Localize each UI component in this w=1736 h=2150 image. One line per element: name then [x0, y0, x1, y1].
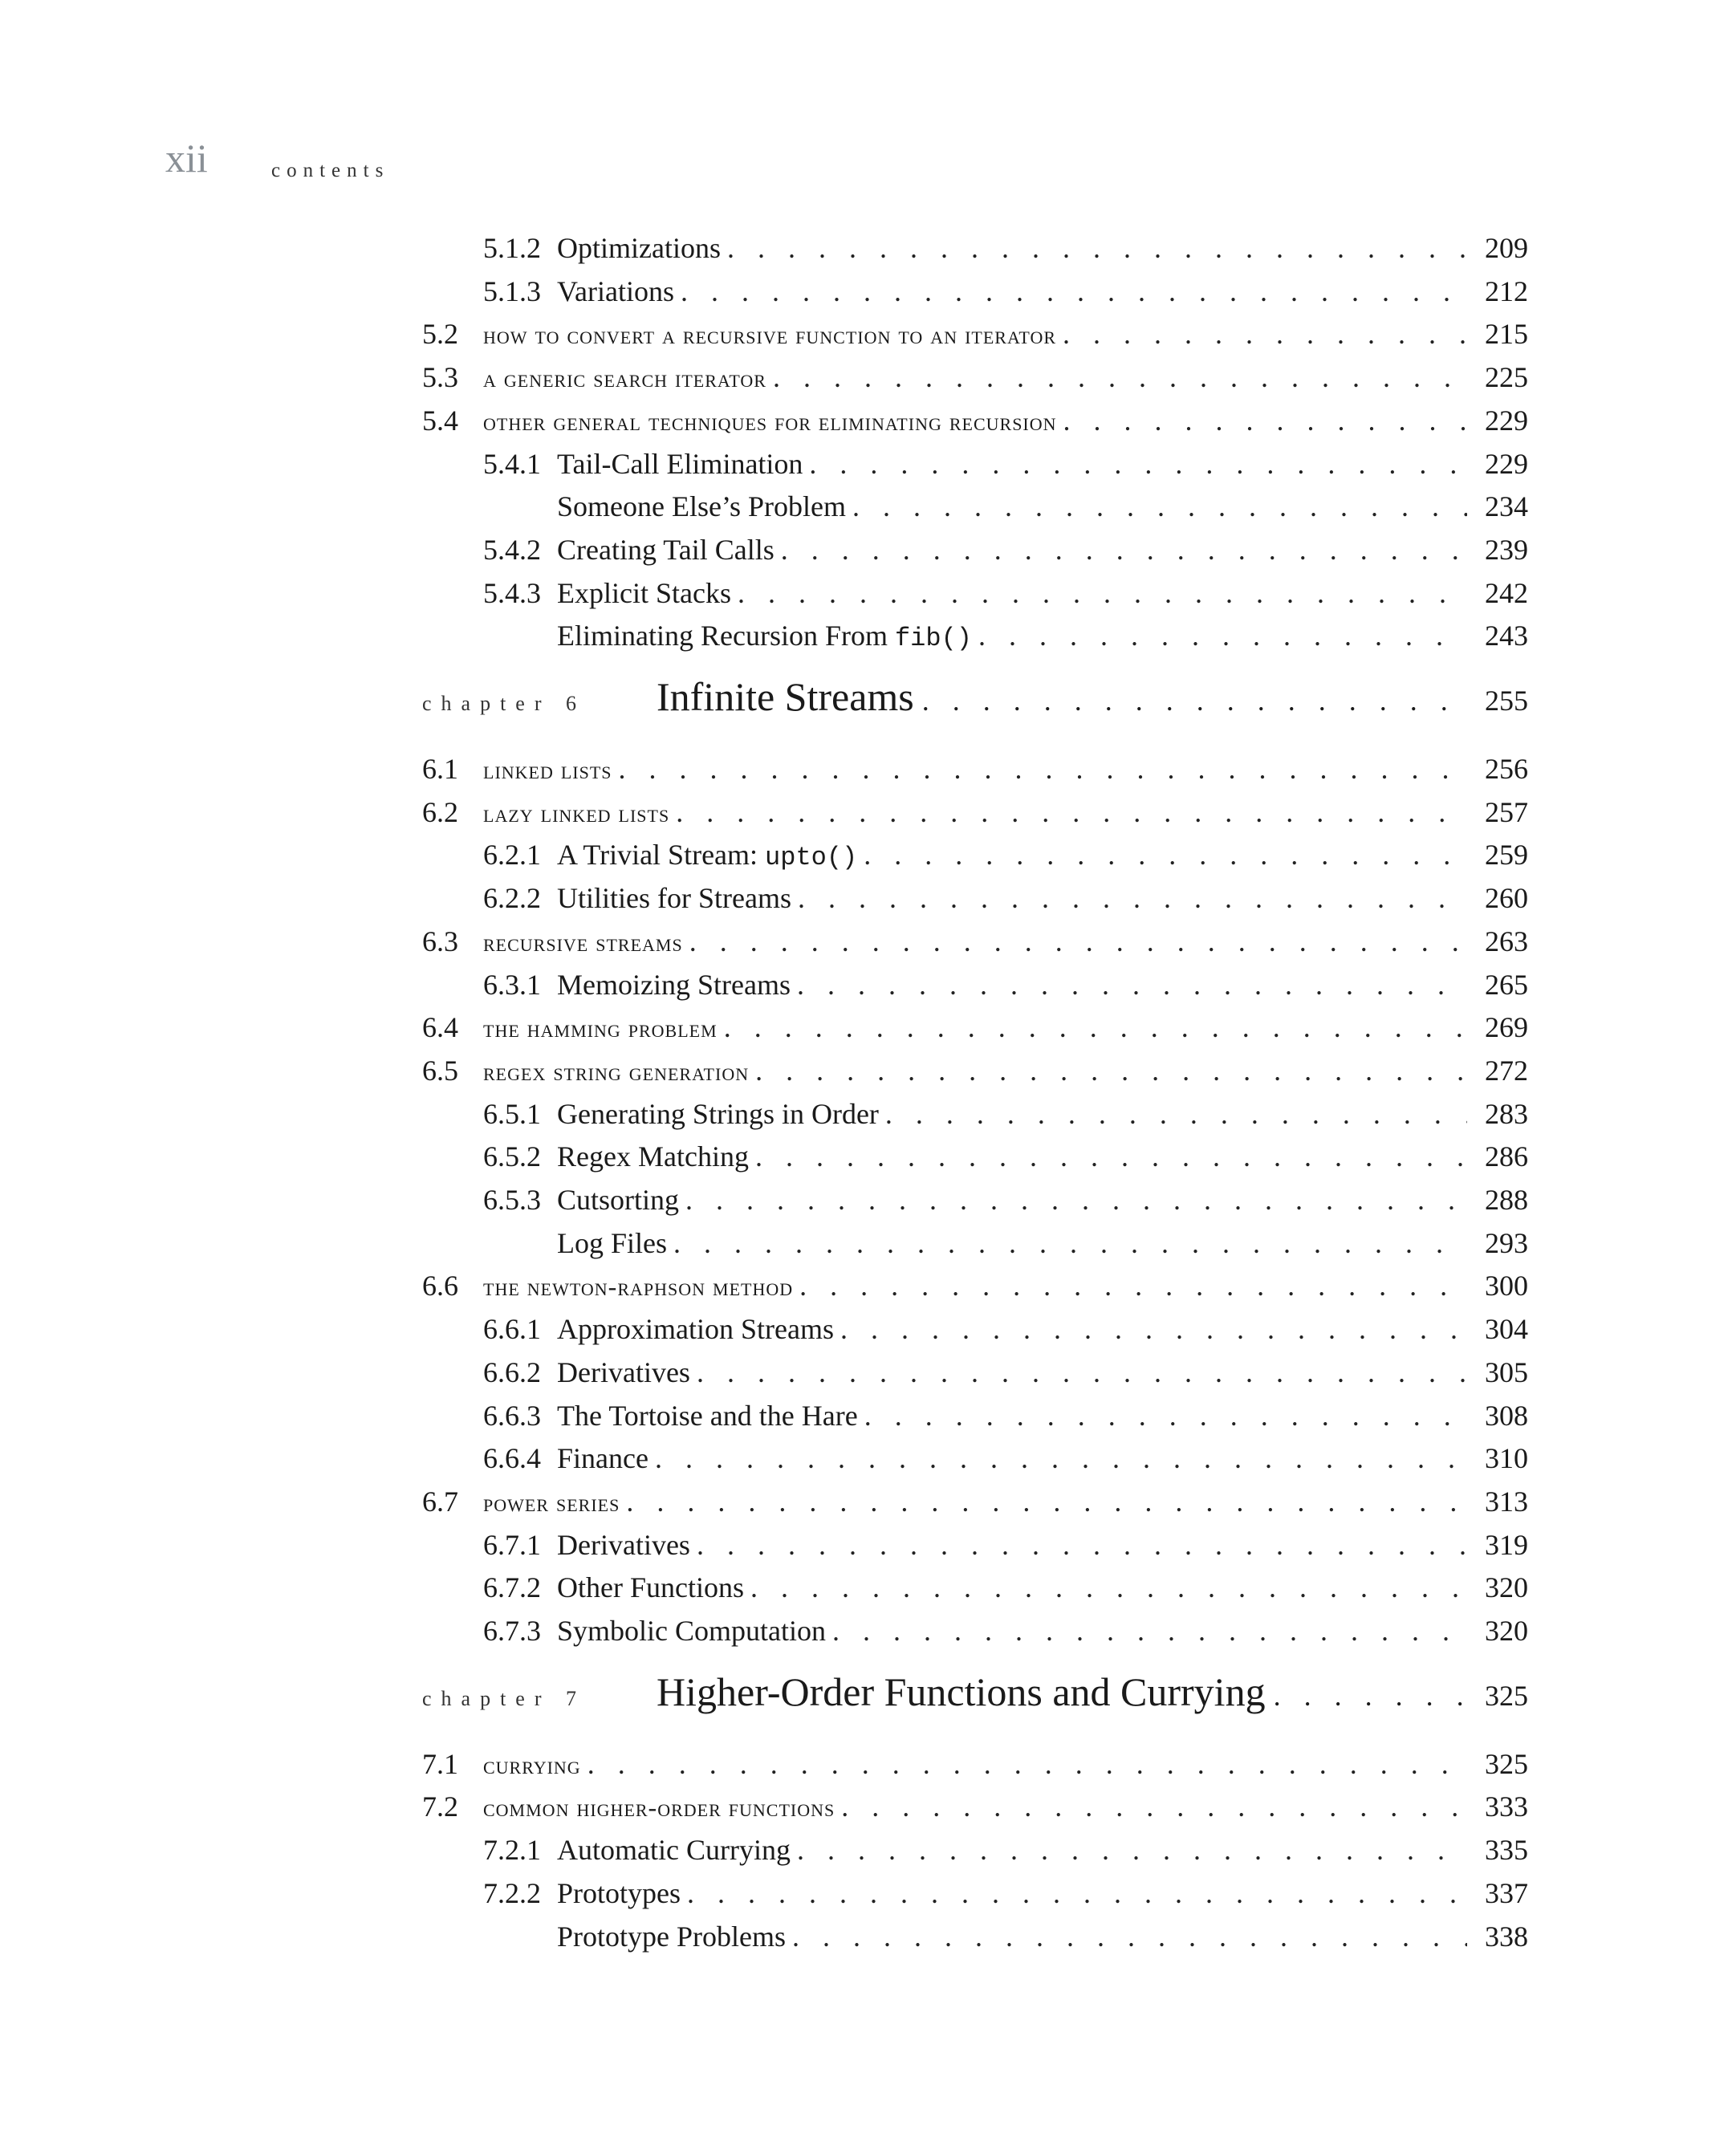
page-ref: 272: [1485, 1054, 1528, 1087]
subsection-entry[interactable]: [422, 528, 1528, 571]
subsection-entry[interactable]: [422, 485, 1528, 528]
entry-number: 6.1: [422, 753, 458, 785]
dot-leader: [655, 1437, 1467, 1480]
entry-title: Other Functions: [557, 1571, 744, 1604]
dot-leader: [885, 1092, 1467, 1136]
entry-number: 6.7: [422, 1485, 458, 1518]
entry-title: the hamming problem: [483, 1014, 718, 1043]
subsection-entry[interactable]: [422, 1394, 1528, 1437]
entry-title: Utilities for Streams: [557, 882, 791, 915]
page-ref: 310: [1485, 1442, 1528, 1475]
entry-title: the newton-raphson method: [483, 1272, 794, 1302]
page-ref: 265: [1485, 968, 1528, 1001]
entry-title: Variations: [557, 274, 674, 307]
section-entry[interactable]: [422, 312, 1528, 356]
running-head: contents: [271, 160, 390, 181]
entry-title: Creating Tail Calls: [557, 533, 774, 566]
dot-leader: [797, 963, 1467, 1006]
page-ref: 288: [1485, 1184, 1528, 1216]
dot-leader: [792, 1915, 1467, 1958]
subsection-entry[interactable]: [422, 1609, 1528, 1652]
page-ref: 338: [1485, 1920, 1528, 1953]
page-ref: 308: [1485, 1399, 1528, 1432]
page-ref: 333: [1485, 1790, 1528, 1823]
entry-number: 6.5: [422, 1054, 458, 1087]
page-ref: 225: [1485, 361, 1528, 394]
entry-number: 7.1: [422, 1747, 458, 1780]
page-ref: 283: [1485, 1097, 1528, 1130]
page-ref: 320: [1485, 1571, 1528, 1604]
page-ref: 335: [1485, 1834, 1528, 1867]
entry-title: Approximation Streams: [557, 1313, 834, 1346]
dot-leader: [697, 1523, 1467, 1567]
entry-title: Derivatives: [557, 1528, 690, 1561]
dot-leader: [832, 1609, 1467, 1652]
chapter-entry[interactable]: [422, 673, 1528, 730]
dot-leader: [1274, 1679, 1467, 1713]
section-entry[interactable]: [422, 356, 1528, 399]
page-ref: 337: [1485, 1876, 1528, 1909]
page-ref: 300: [1485, 1270, 1528, 1303]
entry-title: Symbolic Computation: [557, 1615, 827, 1647]
entry-title: currying: [483, 1750, 581, 1779]
subsection-entry[interactable]: [422, 1872, 1528, 1915]
entry-number: 6.5.2: [483, 1140, 541, 1173]
entry-title: regex string generation: [483, 1056, 750, 1086]
entry-number: 5.4.2: [483, 533, 541, 566]
entry-title: Explicit Stacks: [557, 576, 731, 609]
dot-leader: [587, 1742, 1467, 1786]
chapter-label: chapter 7: [422, 1686, 587, 1710]
section-entry[interactable]: [422, 791, 1528, 834]
entry-title: Tail-Call Elimination: [557, 447, 803, 480]
entry-number: 6.2.1: [483, 839, 541, 872]
entry-title: Log Files: [557, 1226, 668, 1259]
dot-leader: [685, 1178, 1467, 1221]
subsection-entry[interactable]: [422, 270, 1528, 313]
entry-number: 7.2.1: [483, 1834, 541, 1867]
subsection-entry[interactable]: [422, 1437, 1528, 1480]
subsection-entry[interactable]: [422, 226, 1528, 270]
entry-number: 5.3: [422, 361, 458, 394]
entry-number: 6.6: [422, 1270, 458, 1303]
subsection-entry[interactable]: [422, 833, 1528, 876]
entry-number: 6.3.1: [483, 968, 541, 1001]
entry-title: Derivatives: [557, 1355, 690, 1388]
entry-title: power series: [483, 1487, 620, 1517]
entry-number: 6.6.4: [483, 1442, 541, 1475]
page-ref: 242: [1485, 576, 1528, 609]
dot-leader: [809, 442, 1467, 486]
page-ref: 256: [1485, 753, 1528, 785]
entry-number: 6.2.2: [483, 882, 541, 915]
dot-leader: [797, 1828, 1467, 1872]
section-entry[interactable]: [422, 1049, 1528, 1092]
code-text: fib(): [894, 624, 972, 654]
entry-title: Memoizing Streams: [557, 968, 791, 1001]
entry-number: 7.2: [422, 1790, 458, 1823]
page-ref: 320: [1485, 1615, 1528, 1647]
page-ref: 229: [1485, 404, 1528, 437]
page-ref: 304: [1485, 1313, 1528, 1346]
entry-number: 5.4.3: [483, 576, 541, 609]
dot-leader: [673, 1221, 1467, 1265]
entry-number: 6.5.1: [483, 1097, 541, 1130]
subsection-entry[interactable]: [422, 1178, 1528, 1221]
section-entry[interactable]: [422, 920, 1528, 963]
entry-number: 6.4: [422, 1011, 458, 1044]
subsection-entry[interactable]: [422, 876, 1528, 920]
section-entry[interactable]: [422, 399, 1528, 442]
entry-number: 6.5.3: [483, 1184, 541, 1216]
dot-leader: [798, 876, 1467, 920]
subsection-entry[interactable]: [422, 1523, 1528, 1567]
chapter-title: Higher-Order Functions and Currying: [657, 1668, 1266, 1714]
entry-number: 6.7.1: [483, 1528, 541, 1561]
dot-leader: [676, 791, 1467, 834]
section-entry[interactable]: [422, 1006, 1528, 1049]
subsection-entry[interactable]: [422, 1307, 1528, 1351]
entry-title: Someone Else’s Problem: [557, 490, 846, 523]
dot-leader: [864, 1394, 1467, 1437]
chapter-entry[interactable]: [422, 1668, 1528, 1725]
entry-number: 6.6.1: [483, 1313, 541, 1346]
page-ref: 260: [1485, 882, 1528, 915]
entry-title: Prototype Problems: [557, 1920, 786, 1953]
entry-number: 6.7.3: [483, 1615, 541, 1647]
dot-leader: [697, 1351, 1467, 1394]
page-ref: 325: [1485, 1679, 1528, 1712]
dot-leader: [689, 920, 1467, 963]
dot-leader: [922, 684, 1467, 717]
page-ref: 305: [1485, 1355, 1528, 1388]
entry-title: recursive streams: [483, 927, 683, 957]
subsection-entry[interactable]: [422, 1915, 1528, 1958]
dot-leader: [864, 833, 1467, 876]
page-ref: 215: [1485, 318, 1528, 351]
chapter-label: chapter 6: [422, 692, 587, 715]
entry-title: Automatic Currying: [557, 1834, 791, 1867]
entry-title: lazy linked lists: [483, 798, 670, 827]
dot-leader: [626, 1480, 1467, 1523]
entry-title: linked lists: [483, 755, 612, 784]
dot-leader: [738, 571, 1467, 615]
page-ref: 234: [1485, 490, 1528, 523]
dot-leader: [619, 747, 1467, 791]
entry-number: 5.2: [422, 318, 458, 351]
page-ref: 257: [1485, 795, 1528, 828]
subsection-entry[interactable]: [422, 1092, 1528, 1136]
dot-leader: [1063, 399, 1467, 442]
dot-leader: [1063, 312, 1467, 356]
dot-leader: [799, 1264, 1467, 1307]
chapter-title: Infinite Streams: [657, 674, 914, 719]
page-ref: 212: [1485, 274, 1528, 307]
entry-title: Generating Strings in Order: [557, 1097, 879, 1130]
page-ref: 259: [1485, 839, 1528, 872]
entry-title: Optimizations: [557, 232, 721, 264]
dot-leader: [687, 1872, 1467, 1915]
dot-leader: [852, 485, 1467, 528]
section-entry[interactable]: [422, 747, 1528, 791]
page-ref: 319: [1485, 1528, 1528, 1561]
entry-title: Finance: [557, 1442, 648, 1475]
entry-title: A Trivial Stream: upto(): [557, 839, 858, 873]
subsection-entry[interactable]: [422, 1351, 1528, 1394]
code-text: upto(): [765, 843, 858, 873]
subsection-entry[interactable]: [422, 1221, 1528, 1265]
dot-leader: [681, 270, 1467, 313]
page-ref: 229: [1485, 447, 1528, 480]
page-ref: 293: [1485, 1226, 1528, 1259]
entry-title: Cutsorting: [557, 1184, 680, 1216]
entry-number: 5.4: [422, 404, 458, 437]
dot-leader: [841, 1785, 1467, 1828]
entry-title: Eliminating Recursion From fib(): [557, 620, 972, 654]
entry-number: 6.7.2: [483, 1571, 541, 1604]
dot-leader: [727, 226, 1467, 270]
dot-leader: [750, 1566, 1467, 1609]
page-ref: 269: [1485, 1011, 1528, 1044]
dot-leader: [755, 1049, 1467, 1092]
page-ref: 239: [1485, 533, 1528, 566]
dot-leader: [781, 528, 1467, 571]
page-ref: 313: [1485, 1485, 1528, 1518]
entry-title: The Tortoise and the Hare: [557, 1399, 858, 1432]
section-entry[interactable]: [422, 1742, 1528, 1786]
subsection-entry[interactable]: [422, 963, 1528, 1006]
entry-number: 6.3: [422, 925, 458, 957]
section-entry[interactable]: [422, 1480, 1528, 1523]
subsection-entry[interactable]: [422, 442, 1528, 486]
entry-title: other general techniques for eliminating recursion: [483, 406, 1057, 436]
entry-number: 5.1.3: [483, 274, 541, 307]
entry-title: Prototypes: [557, 1876, 681, 1909]
entry-number: 5.4.1: [483, 447, 541, 480]
subsection-entry[interactable]: [422, 571, 1528, 615]
subsection-entry[interactable]: [422, 614, 1528, 657]
page-ref: 255: [1485, 685, 1528, 717]
subsection-entry[interactable]: [422, 1566, 1528, 1609]
subsection-entry[interactable]: [422, 1828, 1528, 1872]
dot-leader: [724, 1006, 1467, 1049]
entry-title: common higher-order functions: [483, 1793, 835, 1823]
entry-number: 7.2.2: [483, 1876, 541, 1909]
dot-leader: [978, 614, 1467, 657]
entry-number: 6.6.2: [483, 1355, 541, 1388]
section-entry[interactable]: [422, 1264, 1528, 1307]
entry-title: a generic search iterator: [483, 364, 766, 393]
dot-leader: [773, 356, 1467, 399]
page-ref: 325: [1485, 1747, 1528, 1780]
entry-title: how to convert a recursive function to an iterator: [483, 320, 1057, 350]
page-ref: 286: [1485, 1140, 1528, 1173]
entry-title: Regex Matching: [557, 1140, 749, 1173]
page-ref: 243: [1485, 620, 1528, 652]
page-ref: 263: [1485, 925, 1528, 957]
dot-leader: [840, 1307, 1467, 1351]
entry-number: 5.1.2: [483, 232, 541, 264]
entry-number: 6.6.3: [483, 1399, 541, 1432]
page-number: xii: [165, 136, 208, 181]
section-entry[interactable]: [422, 1785, 1528, 1828]
subsection-entry[interactable]: [422, 1135, 1528, 1178]
entry-number: 6.2: [422, 795, 458, 828]
page-ref: 209: [1485, 232, 1528, 264]
dot-leader: [755, 1135, 1467, 1178]
